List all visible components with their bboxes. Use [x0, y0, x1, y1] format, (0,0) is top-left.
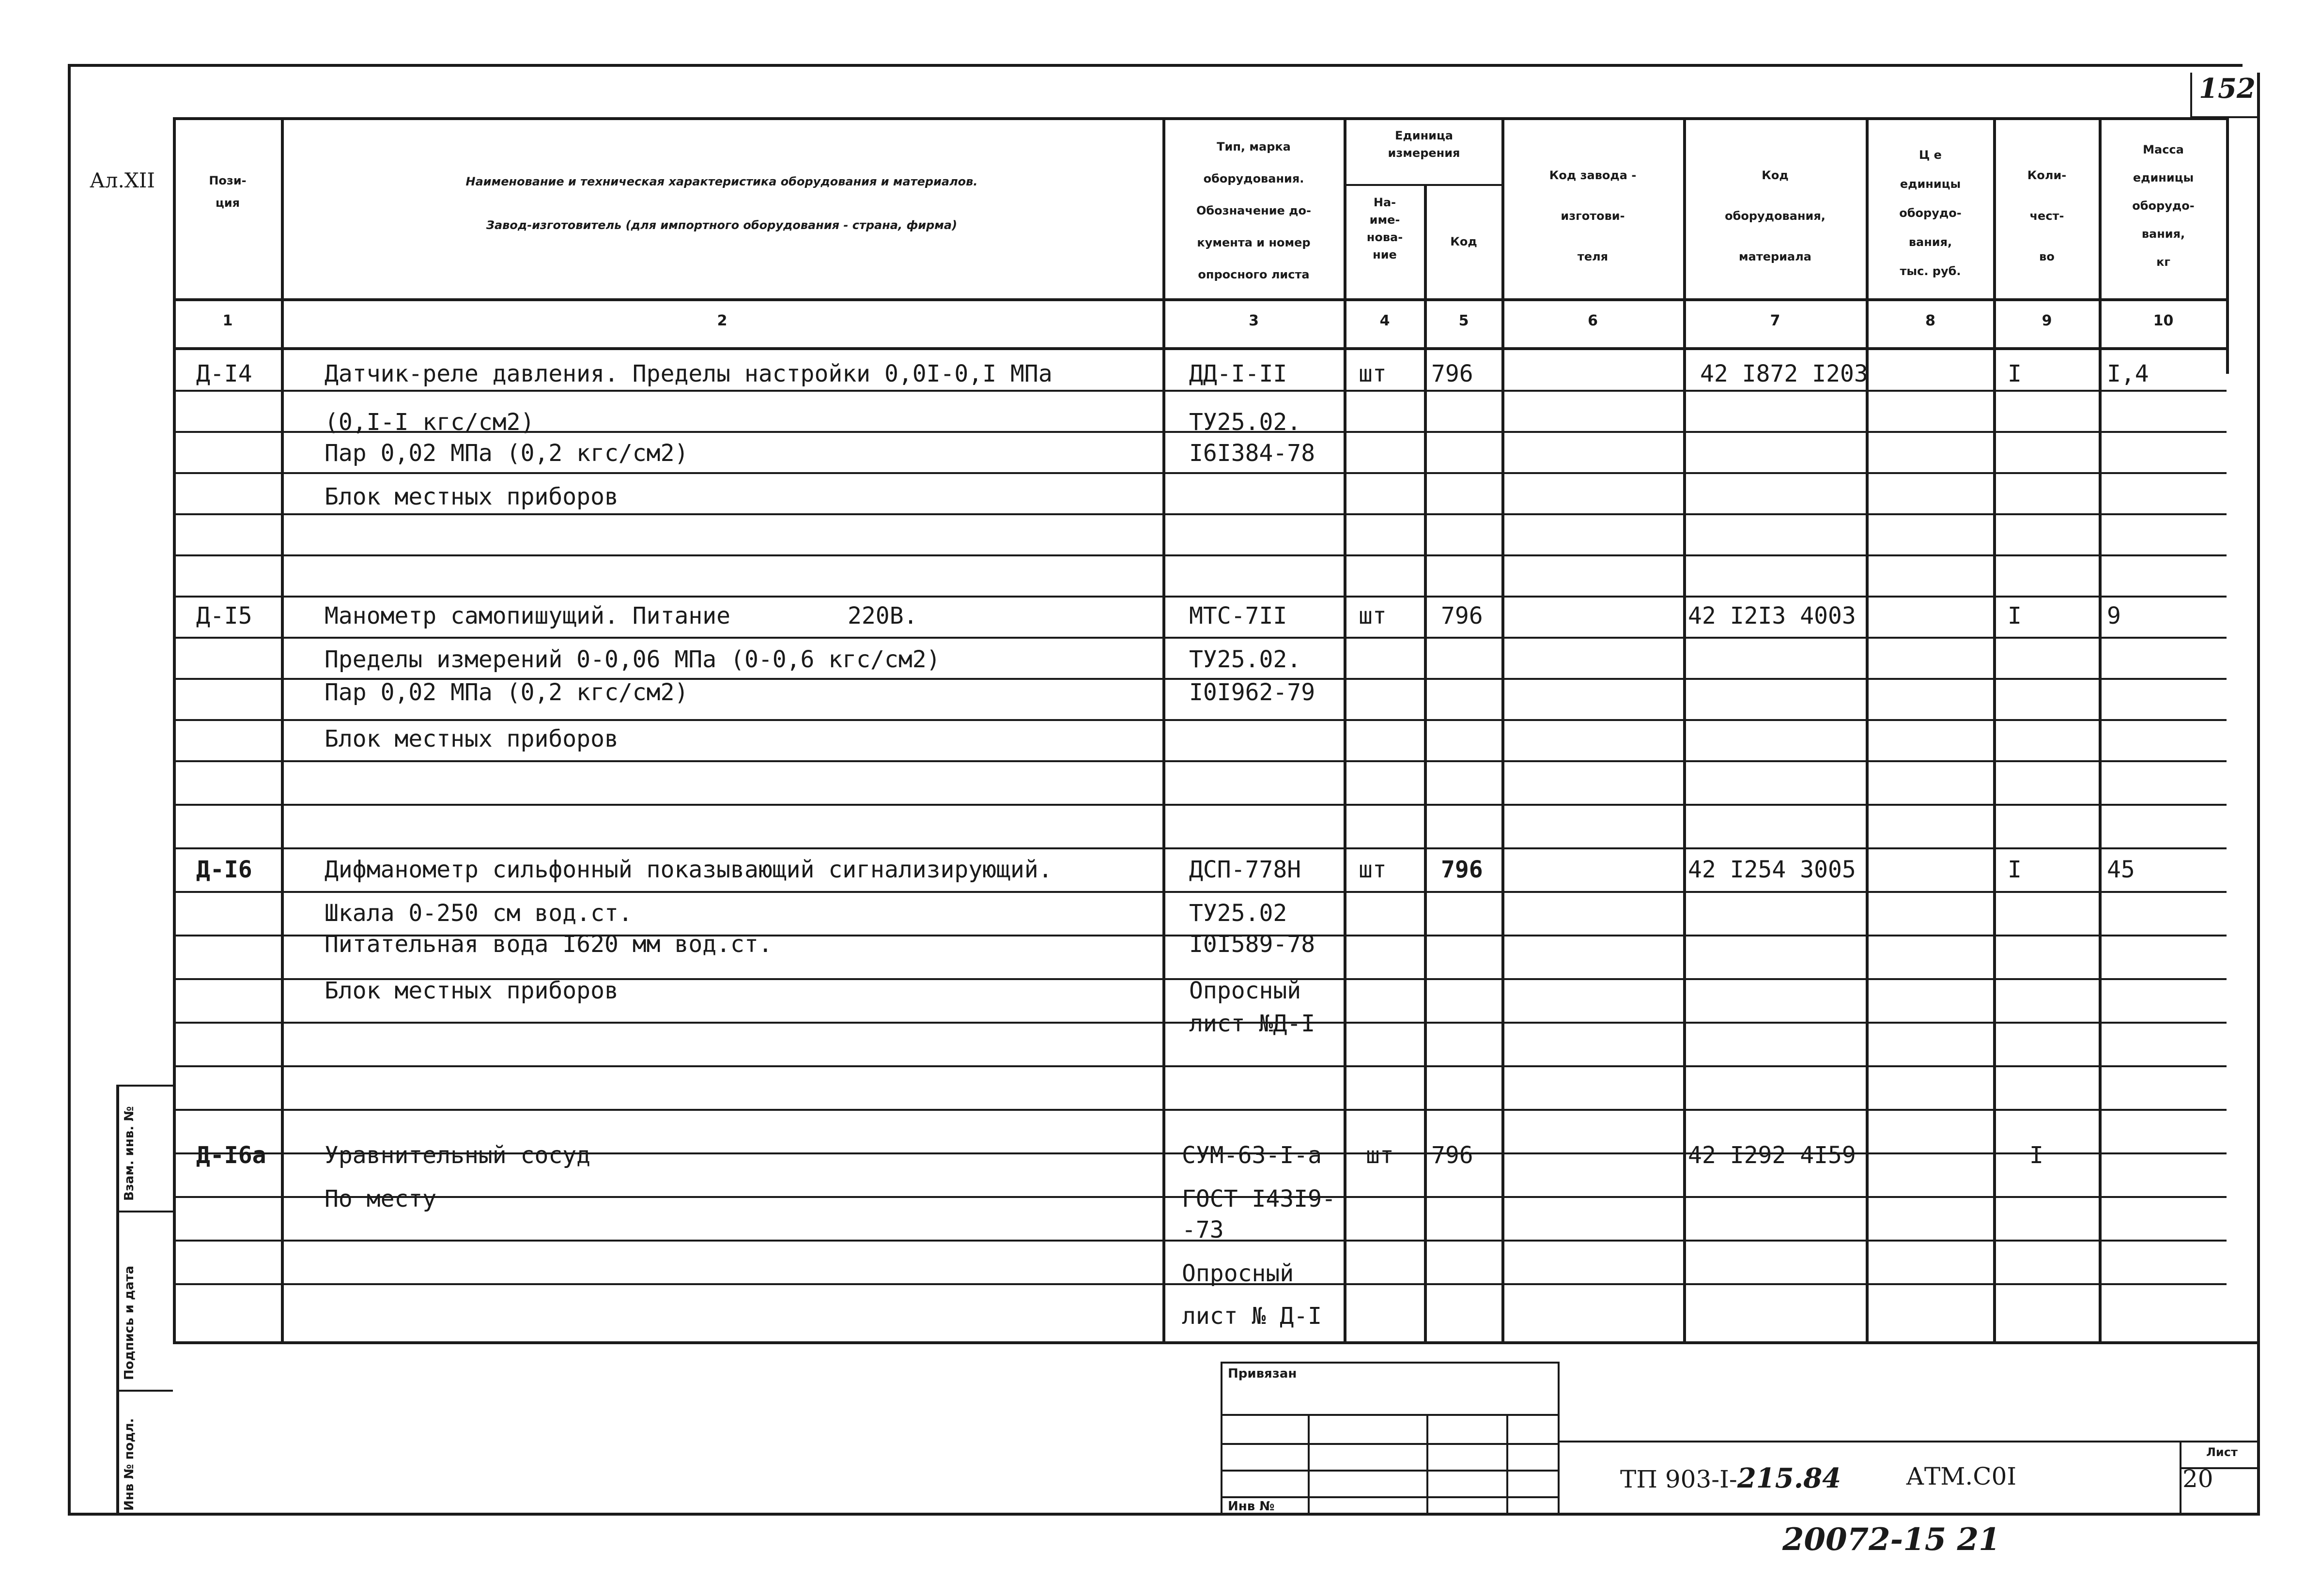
inv-label: Инв № — [1228, 1499, 1275, 1514]
col-number-3: 3 — [1249, 312, 1259, 329]
row-line — [173, 760, 2227, 762]
page-number-box-left — [2190, 73, 2192, 117]
name-line: Пределы измерений 0-0,06 МПа (0-0,6 кгс/см2) — [325, 646, 941, 673]
unit-cell: шт — [1359, 856, 1387, 883]
title-block-list-left — [2180, 1441, 2181, 1513]
header-factory-code: Код завода - изготови- теля — [1549, 169, 1637, 263]
header-equipment-code: Код оборудования, материала — [1725, 169, 1825, 263]
mass-cell: 45 — [2107, 856, 2135, 883]
frame-right — [2257, 73, 2260, 1516]
type-line: ТУ25.02 — [1189, 900, 1287, 927]
bound-stamp-div — [1426, 1414, 1428, 1513]
unit-code-cell: 796 — [1431, 1142, 1473, 1169]
colnum-bottom — [173, 347, 2227, 350]
type-line: Опросный — [1182, 1260, 1294, 1287]
col-number-8: 8 — [1925, 312, 1935, 329]
position-cell: Д-I6а — [196, 1142, 266, 1169]
row-line — [173, 596, 2227, 598]
side-stamp-line — [116, 1211, 173, 1212]
designation — [1620, 1462, 1841, 1494]
name-line: Питательная вода I620 мм вод.ст. — [325, 931, 773, 958]
header-type: Тип, марка оборудования. Обозначение до- кумента и номер опросного листа — [1196, 140, 1311, 281]
row-line — [173, 719, 2227, 721]
bound-stamp-line — [1221, 1470, 1560, 1472]
type-line: I0I962-79 — [1189, 679, 1315, 706]
bound-stamp-line — [1221, 1496, 1560, 1498]
name-line: Пар 0,02 МПа (0,2 кгс/см2) — [325, 679, 689, 706]
col-number-5: 5 — [1458, 312, 1469, 329]
header-bottom — [173, 298, 2227, 301]
unit-code-cell: 796 — [1441, 856, 1483, 883]
col-div-7 — [1866, 117, 1869, 1342]
doc-code: АТМ.С0I — [1906, 1462, 2017, 1490]
side-stamp-line — [116, 1390, 173, 1392]
position-cell: Д-I5 — [196, 602, 252, 629]
frame-bottom — [68, 1513, 2260, 1516]
position-cell: Д-I4 — [196, 360, 252, 387]
unit-subheader-line — [1344, 184, 1503, 186]
type-line: ТУ25.02. — [1189, 409, 1301, 436]
row-line — [173, 1065, 2227, 1067]
header-mass: Масса единицы оборудо- вания, кг — [2132, 143, 2195, 269]
type-line: лист №Д-I — [1189, 1010, 1315, 1037]
equipment-code-cell: 42 I872 I203 — [1700, 360, 1868, 387]
row-line — [173, 847, 2227, 849]
type-line: Опросный — [1189, 977, 1301, 1004]
mass-cell: I,4 — [2107, 360, 2149, 387]
header-unit: Единица измерения — [1388, 129, 1460, 160]
header-position: Пози- ция — [209, 174, 247, 210]
unit-cell: шт — [1359, 602, 1387, 629]
type-line: СУМ-63-I-а — [1182, 1142, 1322, 1169]
header-quantity: Коли- чест- во — [2027, 169, 2067, 263]
col-number-2: 2 — [717, 312, 727, 329]
bound-stamp-top — [1221, 1362, 1560, 1364]
type-line: лист № Д-I — [1182, 1303, 1322, 1330]
designation-hand: 215.84 — [1737, 1462, 1841, 1494]
col-div-2 — [1162, 117, 1165, 1342]
name-line: По месту — [325, 1185, 437, 1212]
row-line — [173, 804, 2227, 806]
frame-left — [68, 64, 71, 1516]
unit-cell: шт — [1359, 360, 1387, 387]
name-line: Дифманометр сильфонный показывающий сигнализирующий. — [325, 856, 1052, 883]
name-line: Манометр самопишущий. Питание — [325, 602, 731, 629]
type-line: ДСП-778Н — [1189, 856, 1301, 883]
table-right — [2226, 117, 2229, 374]
col-number-7: 7 — [1770, 312, 1780, 329]
type-line: I6I384-78 — [1189, 440, 1315, 467]
bottom-number: 20072-15 21 — [1782, 1521, 2000, 1558]
name-line: Блок местных приборов — [325, 977, 619, 1004]
col-div-6 — [1683, 117, 1686, 1342]
type-line: ТУ25.02. — [1189, 646, 1301, 673]
row-line — [173, 554, 2227, 556]
name-line: Блок местных приборов — [325, 725, 619, 752]
col-div-8 — [1993, 117, 1996, 1342]
list-label: Лист — [2206, 1445, 2238, 1459]
name-line: Датчик-реле давления. Пределы настройки 0,0I-0,I МПа — [325, 360, 1052, 387]
bound-stamp-left — [1221, 1362, 1222, 1514]
quantity-cell: I — [2008, 856, 2022, 883]
side-stamp-line — [116, 1085, 173, 1087]
type-line: ГОСТ I43I9- — [1182, 1185, 1336, 1212]
col-div-4 — [1424, 184, 1427, 1342]
position-cell: Д-I6 — [196, 856, 252, 883]
header-unit-name: На- име- нова- ние — [1366, 196, 1403, 261]
quantity-cell: I — [2029, 1142, 2043, 1169]
col-number-6: 6 — [1588, 312, 1598, 329]
album-label: Ал.XII — [90, 169, 155, 192]
side-label-vzam-inv: Взам. инв. № — [122, 1106, 137, 1201]
name-line: Уравнительный сосуд — [325, 1142, 591, 1169]
type-line: МТС-7II — [1189, 602, 1287, 629]
bound-label: Привязан — [1228, 1366, 1297, 1381]
page-number: 152 — [2199, 73, 2256, 105]
name-line: Блок местных приборов — [325, 483, 619, 510]
name-line: (0,I-I кгс/см2) — [325, 409, 535, 436]
list-number: 20 — [2182, 1465, 2213, 1493]
type-line: I0I589-78 — [1189, 931, 1315, 958]
mass-cell: 9 — [2107, 602, 2121, 629]
table-bottom — [173, 1341, 2257, 1344]
col-div-3 — [1344, 117, 1346, 1342]
bound-stamp-div — [1506, 1414, 1508, 1513]
side-label-inv-podl: Инв № подл. — [122, 1418, 137, 1511]
equipment-code-cell: 42 I292 4I59 — [1688, 1142, 1856, 1169]
quantity-cell: I — [2008, 360, 2022, 387]
frame-top — [68, 64, 2243, 67]
header-price: Ц е единицы оборудо- вания, тыс. руб. — [1899, 148, 1962, 278]
col-div-9 — [2099, 117, 2102, 1342]
title-block-top — [1558, 1441, 2258, 1443]
col-number-4: 4 — [1379, 312, 1390, 329]
row-line — [173, 891, 2227, 893]
quantity-cell: I — [2008, 602, 2022, 629]
row-line — [173, 390, 2227, 392]
unit-code-cell: 796 — [1441, 602, 1483, 629]
type-line: ДД-I-II — [1189, 360, 1287, 387]
unit-code-cell: 796 — [1431, 360, 1473, 387]
col-div-5 — [1501, 117, 1504, 1342]
col-number-9: 9 — [2042, 312, 2052, 329]
table-left — [173, 117, 176, 1342]
col-number-1: 1 — [222, 312, 233, 329]
header-name: Наименование и техническая характеристика оборудования и материалов. Завод-изготовитель (для импортного оборудования - страна, фирма) — [465, 175, 978, 232]
designation-text: ТП 903-I- — [1620, 1465, 1737, 1493]
col-number-10: 10 — [2153, 312, 2174, 329]
table-top — [173, 117, 2227, 120]
side-label-podpis: Подпись и дата — [122, 1265, 137, 1380]
equipment-code-cell: 42 I254 3005 — [1688, 856, 1856, 883]
equipment-code-cell: 42 I2I3 4003 — [1688, 602, 1856, 629]
type-line: -73 — [1182, 1216, 1224, 1243]
side-stamp-right-line — [116, 1085, 119, 1516]
name-line: Пар 0,02 МПа (0,2 кгс/см2) — [325, 440, 689, 467]
bound-stamp-right — [1558, 1362, 1560, 1514]
col-div-1 — [281, 117, 284, 1342]
name-line: Шкала 0-250 см вод.ст. — [325, 900, 633, 927]
bound-stamp-line — [1221, 1443, 1560, 1445]
bound-stamp-line — [1221, 1414, 1560, 1416]
row-line — [173, 637, 2227, 639]
name-line-voltage: 220В. — [848, 602, 918, 629]
row-line — [173, 1109, 2227, 1111]
row-line — [173, 513, 2227, 515]
header-unit-code: Код — [1450, 235, 1477, 248]
unit-cell: шт — [1366, 1142, 1394, 1169]
bound-stamp-div — [1308, 1414, 1310, 1513]
row-line — [173, 472, 2227, 474]
